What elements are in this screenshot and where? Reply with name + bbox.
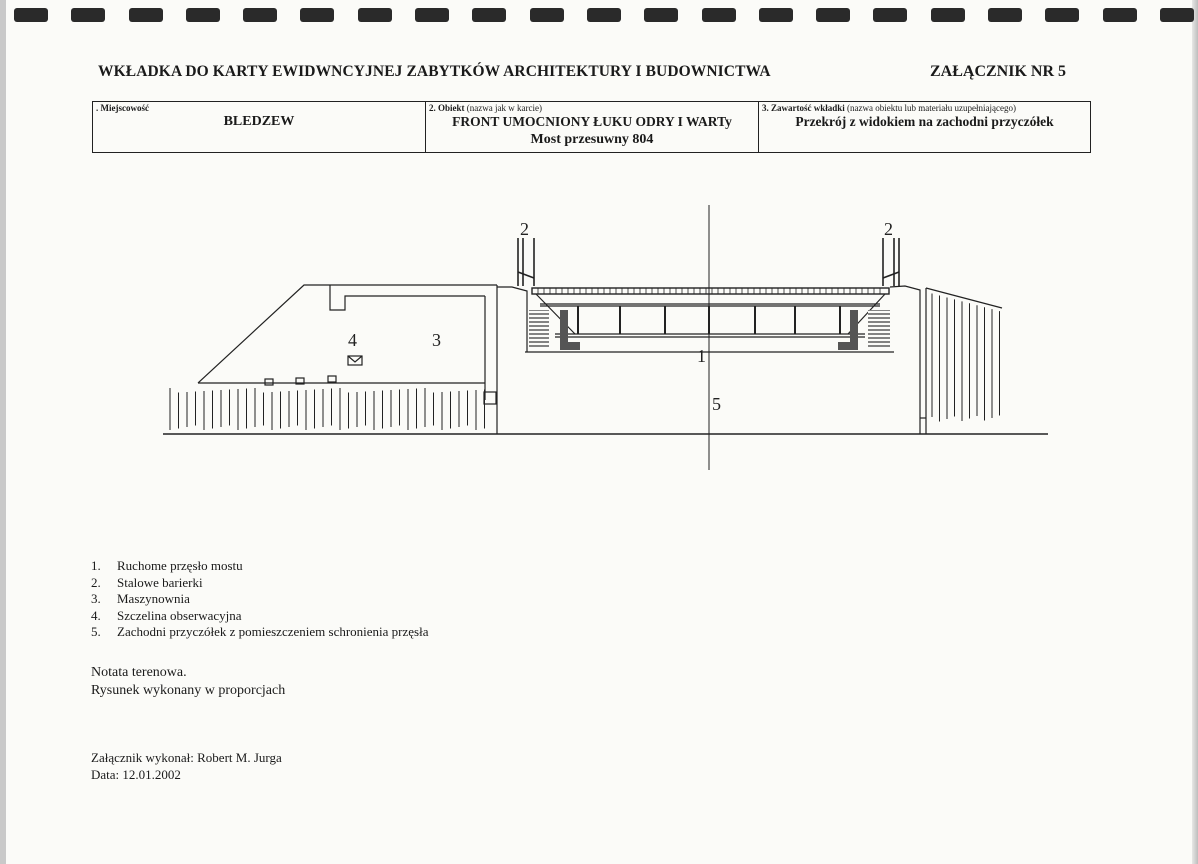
legend-item: 1. Ruchome przęsło mostu [91,558,243,573]
label-abutment: 5 [712,394,721,414]
legend-item: 5. Zachodni przyczółek z pomieszczeniem schronienia przęsła [91,624,429,639]
legend-item: 4. Szczelina obserwacyjna [91,607,242,623]
content-label: 3. Zawartość wkładki [762,103,845,113]
field-notes [91,664,285,700]
legend-item: 3. Maszynownia [91,591,190,606]
right-abutment [890,286,1002,434]
document-title: WKŁADKA DO KARTY EWIDWNCYJNEJ ZABYTKÓW ARCHITEKTURY I BUDOWNICTWA [98,63,771,80]
barrier-left [518,238,534,286]
object-label-note: (nazwa jak w karcie) [464,103,542,113]
legend-item: 2. Stalowe barierki [91,574,203,590]
date-line: Data: 12.01.2002 [91,767,181,782]
observation-slit-mark [348,356,362,365]
notes-line: Rysunek wykonany w proporcjach [91,683,286,698]
label-slit: 4 [348,330,357,350]
author-line: Załącznik wykonał: Robert M. Jurga [91,750,282,765]
left-earth-hatch [170,388,485,430]
label-span: 1 [697,346,706,366]
annex-number: ZAŁĄCZNIK NR 5 [930,63,1067,80]
author-footer [91,749,282,783]
label-barrier-right: 2 [884,219,893,239]
moving-span-deck [532,288,889,337]
location-value: BLEDZEW [223,114,295,129]
right-earth-hatch [932,294,1000,422]
object-value-line1: FRONT UMOCNIONY ŁUKU ODRY I WARTy [452,114,732,129]
object-value-line2: Most przesuwny 804 [530,132,654,147]
left-pit [497,287,894,352]
legend-list [91,558,429,641]
span-girders [578,306,840,334]
content-value: Przekrój z widokiem na zachodni przyczółek [795,114,1054,129]
vent-box [265,379,273,385]
content-label-note: (nazwa obiektu lub materiału uzupełniającego) [844,103,1016,113]
object-label: 2. Obiekt [429,103,465,113]
left-support [529,310,580,350]
barrier-right [883,238,899,286]
vent-box [328,376,336,382]
label-machine-room: 3 [432,330,441,350]
label-barrier-left: 2 [520,219,529,239]
notes-line: Notata terenowa. [91,665,187,680]
location-label: . Miejscowość [96,103,149,113]
